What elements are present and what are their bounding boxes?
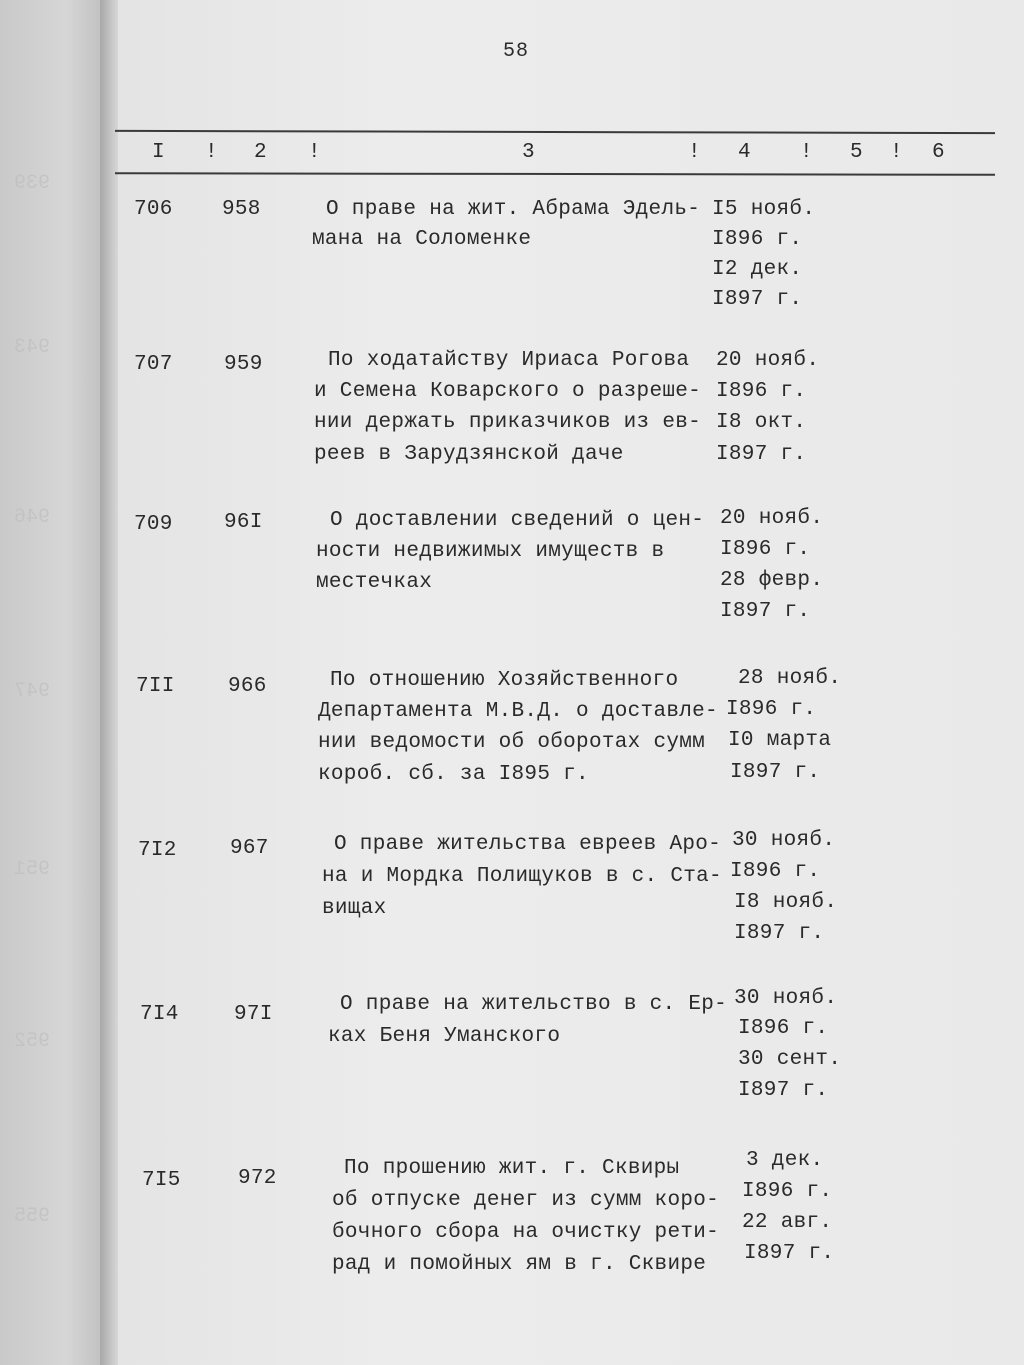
entry-date: 22 авг. — [742, 1211, 833, 1234]
entry-number: 7I4 — [140, 1003, 179, 1026]
entry-description-line: местечках — [316, 571, 433, 594]
entry-description-line: По прошению жит. г. Сквиры — [344, 1157, 680, 1180]
entry-date: 30 сент. — [738, 1048, 842, 1071]
entry-date: I897 г. — [712, 288, 803, 311]
entry-date: I897 г. — [716, 443, 807, 466]
entry-number: 7I2 — [138, 839, 177, 862]
entry-description-line: реев в Зарудзянской даче — [314, 443, 624, 466]
header-col-2: 2 — [254, 141, 267, 164]
entry-date: I896 г. — [738, 1017, 829, 1040]
entry-date: 28 февр. — [720, 569, 824, 592]
header-separator: ! — [205, 141, 218, 164]
header-col-1: I — [152, 141, 165, 164]
entry-date: I0 марта — [728, 729, 832, 752]
entry-description-line: мана на Соломенке — [312, 228, 532, 251]
document-number: 966 — [228, 675, 267, 698]
entry-description-line: О доставлении сведений о цен- — [330, 509, 705, 532]
document-number: 959 — [224, 353, 263, 376]
entry-date: 30 нояб. — [734, 987, 838, 1010]
header-col-4: 4 — [738, 141, 751, 164]
entry-date: I897 г. — [734, 922, 825, 945]
entry-date: 20 нояб. — [716, 349, 820, 372]
entry-date: 3 дек. — [746, 1149, 824, 1172]
entry-description-line: По отношению Хозяйственного — [330, 669, 679, 692]
entry-number: 7I5 — [142, 1169, 181, 1192]
entry-date: I897 г. — [720, 600, 811, 623]
header-col-6: 6 — [932, 141, 945, 164]
entry-date: I896 г. — [720, 538, 811, 561]
entry-date: I896 г. — [726, 698, 817, 721]
entry-date: 30 нояб. — [732, 829, 836, 852]
entry-description-line: рад и помойных ям в г. Сквире — [332, 1253, 707, 1276]
entry-date: I897 г. — [738, 1079, 829, 1102]
header-separator: ! — [308, 141, 321, 164]
header-col-3: 3 — [522, 141, 535, 164]
entry-description-line: О праве на жительство в с. Ер- — [340, 993, 728, 1016]
entry-date: 28 нояб. — [738, 667, 842, 690]
bleed-through-number: 947 — [14, 680, 51, 703]
entry-date: I897 г. — [744, 1242, 835, 1265]
document-number: 972 — [238, 1167, 277, 1190]
entry-description-line: на и Мордка Полищуков в с. Ста- — [322, 865, 722, 888]
entry-date: I8 окт. — [716, 411, 807, 434]
entry-description-line: нии держать приказчиков из ев- — [314, 411, 702, 434]
entry-description-line: Департамента М.В.Д. о доставле- — [318, 700, 718, 723]
entry-date: 20 нояб. — [720, 507, 824, 530]
entry-description-line: короб. сб. за I895 г. — [318, 763, 589, 786]
header-col-5: 5 — [850, 141, 863, 164]
entry-date: I896 г. — [716, 380, 807, 403]
entry-number: 707 — [134, 353, 173, 376]
entry-number: 7II — [136, 675, 175, 698]
bleed-through-number: 955 — [14, 1205, 51, 1228]
entry-description-line: ках Беня Уманского — [328, 1025, 561, 1048]
entry-description-line: и Семена Коварского о разреше- — [314, 380, 702, 403]
bleed-through-number: 939 — [14, 172, 51, 195]
entry-description-line: вищах — [322, 897, 387, 920]
entry-date: I5 нояб. — [712, 198, 816, 221]
header-separator: ! — [688, 141, 701, 164]
header-separator: ! — [890, 141, 903, 164]
entry-date: I897 г. — [730, 761, 821, 784]
entry-description-line: О праве на жит. Абрама Эдель- — [326, 198, 701, 221]
bleed-through-number: 952 — [14, 1030, 51, 1053]
document-number: 97I — [234, 1003, 273, 1026]
entry-date: I896 г. — [742, 1180, 833, 1203]
entry-description-line: О праве жительства евреев Аро- — [334, 833, 722, 856]
entry-date: I8 нояб. — [734, 891, 838, 914]
document-number: 958 — [222, 198, 261, 221]
entry-date: I896 г. — [730, 860, 821, 883]
header-separator: ! — [800, 141, 813, 164]
bleed-through-number: 946 — [14, 506, 51, 529]
bleed-through-number: 943 — [14, 336, 51, 359]
facing-page — [0, 0, 110, 1365]
entry-number: 709 — [134, 513, 173, 536]
page-number: 58 — [503, 40, 530, 63]
entry-date: I896 г. — [712, 228, 803, 251]
entry-description-line: об отпуске денег из сумм коро- — [332, 1189, 720, 1212]
entry-description-line: нии ведомости об оборотах сумм — [318, 731, 706, 754]
bleed-through-number: 951 — [14, 858, 51, 881]
entry-description-line: бочного сбора на очистку рети- — [332, 1221, 720, 1244]
entry-number: 706 — [134, 198, 173, 221]
entry-description-line: ности недвижимых имуществ в — [316, 540, 665, 563]
document-number: 96I — [224, 511, 263, 534]
entry-date: I2 дек. — [712, 258, 803, 281]
document-number: 967 — [230, 837, 269, 860]
entry-description-line: По ходатайству Ириаса Рогова — [328, 349, 690, 372]
